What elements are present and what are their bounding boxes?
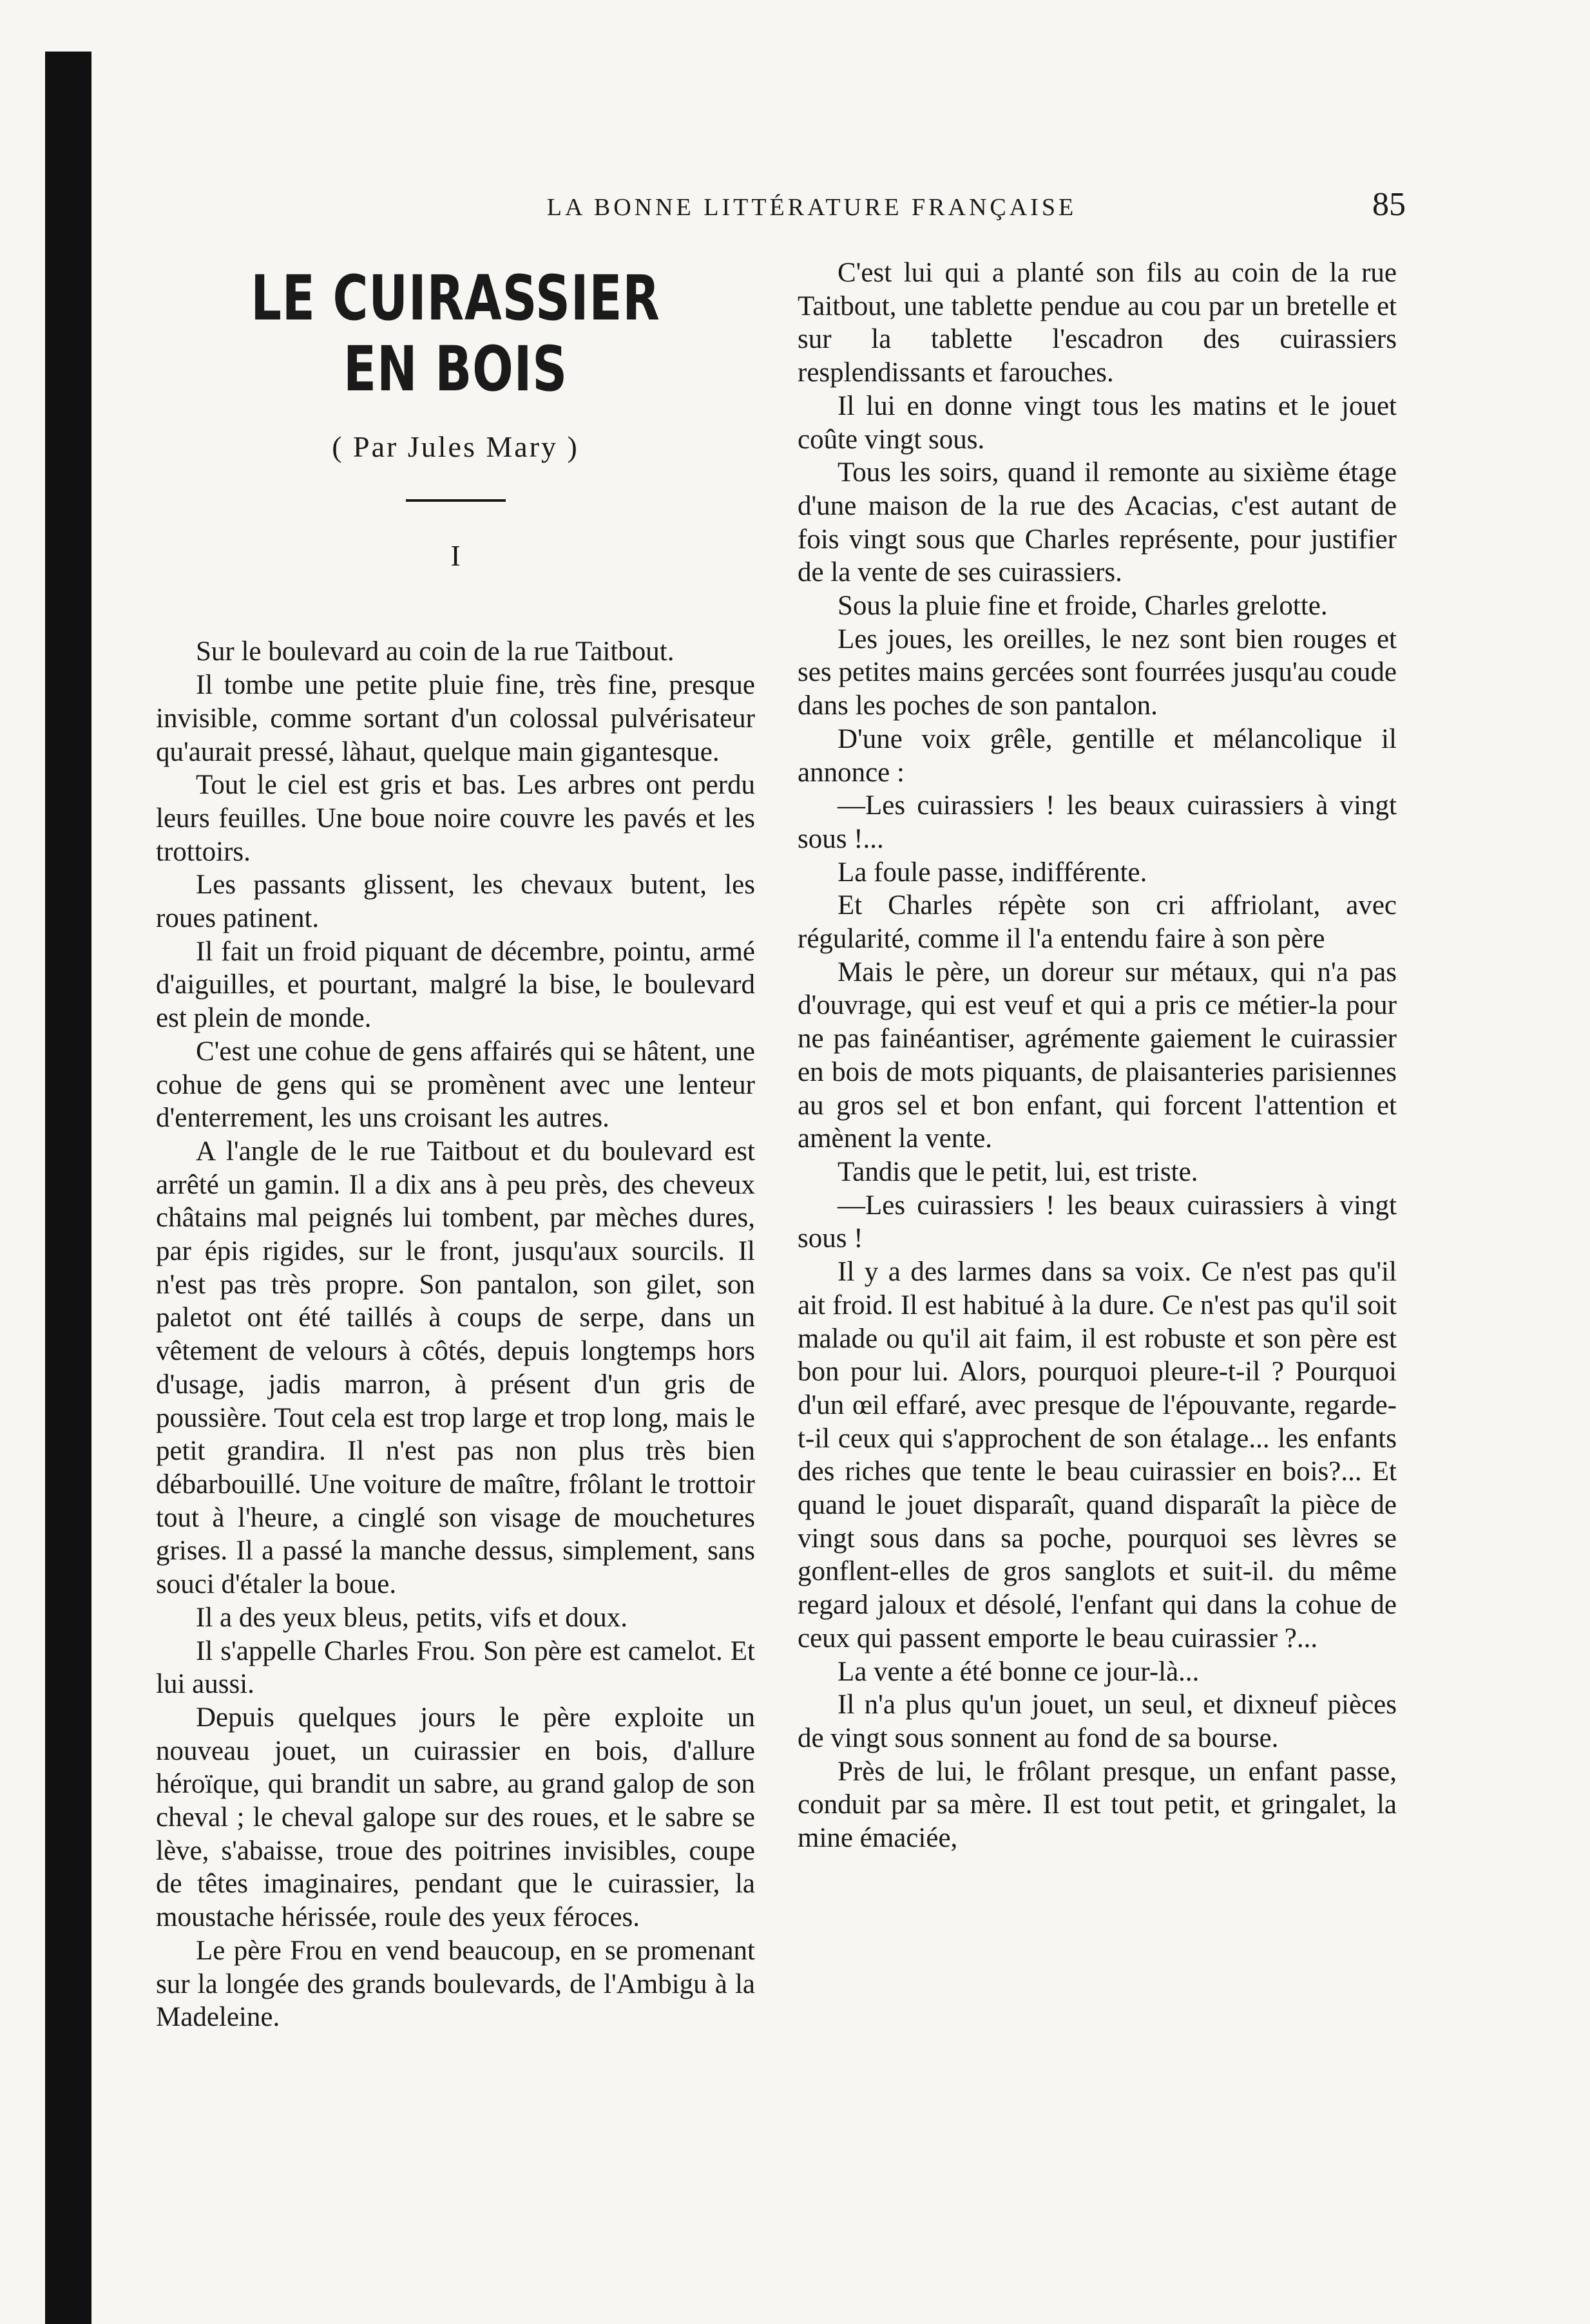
- paragraph: Le père Frou en vend beaucoup, en se promenant sur la longée des grands boulevards, de l'Ambigu à la Madeleine.: [156, 1935, 755, 2033]
- paragraph: Les joues, les oreilles, le nez sont bien rouges et ses petites mains gercées sont fourrées jusqu'au coude dans les poches de son pantalon.: [798, 624, 1397, 721]
- paragraph: Il y a des larmes dans sa voix. Ce n'est pas qu'il ait froid. Il est habitué à la dure. Ce n'est pas qu'il soit malade ou qu'il ait faim, il est robuste et son père est bon pour lui. Alors, pourquoi pleure-t-il ? Pourquoi d'un œil effaré, avec presque de l'épouvante, regarde-t-il ceux qui s'approchent de son étalage... les enfants des riches que tente le beau cuirassier en bois?... Et quand le jouet disparaît, quand disparaît la pièce de vingt sous dans sa poche, pourquoi ses lèvres se gonflent-elles de gros sanglots et suit-il. du même regard jaloux et désolé, l'enfant qui dans la cohue de ceux qui passent emporte le beau cuirassier ?...: [798, 1257, 1397, 1653]
- paragraph: Il n'a plus qu'un jouet, un seul, et dixneuf pièces de vingt sous sonnent au fond de sa bourse.: [798, 1690, 1397, 1753]
- paragraph: Tous les soirs, quand il remonte au sixième étage d'une maison de la rue des Acacias, c'est autant de fois vingt sous que Charles représente, pour justifier de la vente de ses cuirassiers.: [798, 457, 1397, 588]
- paragraph: Tout le ciel est gris et bas. Les arbres ont perdu leurs feuilles. Une boue noire couvre les pavés et les trottoirs.: [156, 770, 755, 867]
- paragraph: Il a des yeux bleus, petits, vifs et doux.: [196, 1602, 627, 1633]
- right-column-text: [798, 256, 1397, 1855]
- paragraph: Il fait un froid piquant de décembre, pointu, armé d'aiguilles, et pourtant, malgré la bise, le boulevard est plein de monde.: [156, 936, 755, 1034]
- page-number: 85: [1372, 186, 1406, 223]
- paragraph: Sur le boulevard au coin de la rue Taitbout.: [196, 636, 675, 667]
- paragraph: —Les cuirassiers ! les beaux cuirassiers à vingt sous !: [798, 1190, 1397, 1254]
- paragraph: Il tombe une petite pluie fine, très fine, presque invisible, comme sortant d'un colossal pulvérisateur qu'aurait pressé, làhaut, quelque main gigantesque.: [156, 670, 755, 767]
- paragraph: C'est une cohue de gens affairés qui se hâtent, une cohue de gens qui se promènent avec une lenteur d'enterrement, les uns croisant les autres.: [156, 1036, 755, 1134]
- paragraph: Il s'appelle Charles Frou. Son père est camelot. Et lui aussi.: [156, 1635, 755, 1700]
- paragraph: Les passants glissent, les chevaux butent, les roues patinent.: [156, 870, 755, 934]
- paragraph: C'est lui qui a planté son fils au coin de la rue Taitbout, une tablette pendue au cou par un bretelle et sur la tablette l'escadron des cuirassiers resplendissants et farouches.: [798, 258, 1397, 388]
- article-byline: ( Par Jules Mary ): [332, 430, 579, 463]
- paragraph: A l'angle de le rue Taitbout et du boulevard est arrêté un gamin. Il a dix ans à peu près, des cheveux châtains mal peignés lui tombent, par mèches dures, par épis rigides, sur le front, jusqu'aux sourcils. Il n'est pas très propre. Son pantalon, son gilet, son paletot ont été taillés à coups de serpe, dans un vêtement de velours à côtés, depuis longtemps hors d'usage, jadis marron, à présent d'un gris de poussière. Tout cela est trop large et trop long, mais le petit grandira. Il n'est pas non plus très bien débarbouillé. Une voiture de maître, frôlant le trottoir tout à l'heure, a cinglé son visage de mouchetures grises. Il a passé la manche dessus, simplement, sans souci d'étaler la boue.: [156, 1136, 755, 1600]
- paragraph: Près de lui, le frôlant presque, un enfant passe, conduit par sa mère. Il est tout petit, et gringalet, la mine émaciée,: [798, 1756, 1397, 1854]
- left-column: [156, 256, 755, 2034]
- paragraph: Il lui en donne vingt tous les matins et le jouet coûte vingt sous.: [798, 390, 1397, 455]
- paragraph: Sous la pluie fine et froide, Charles grelotte.: [838, 591, 1328, 622]
- chapter-number: I: [450, 538, 461, 572]
- paragraph: Depuis quelques jours le père exploite un nouveau jouet, un cuirassier en bois, d'allure héroïque, qui brandit un sabre, au grand galop de son cheval ; le cheval galope sur des roues, et le sabre se lève, s'abaisse, troue des poitrines invisibles, coupe de têtes imaginaires, pendant que le cuirassier, la moustache hérissée, roule des yeux féroces.: [156, 1702, 755, 1933]
- paragraph: —Les cuirassiers ! les beaux cuirassiers à vingt sous !...: [798, 790, 1397, 854]
- paragraph: Mais le père, un doreur sur métaux, qui n'a pas d'ouvrage, qui est veuf et qui a pris ce métier-la pour ne pas fainéantiser, agrémente gaiement le cuirassier en bois de mots piquants, de plaisanteries parisiennes au gros sel et bon enfant, qui forcent l'attention et amènent la vente.: [798, 957, 1397, 1154]
- right-column: [798, 256, 1397, 1855]
- paragraph: La vente a été bonne ce jour-là...: [838, 1656, 1200, 1687]
- title-rule: [406, 499, 506, 502]
- paragraph: La foule passe, indifférente.: [838, 857, 1147, 888]
- paragraph: Tandis que le petit, lui, est triste.: [838, 1156, 1198, 1187]
- paragraph: Et Charles répète son cri affriolant, avec régularité, comme il l'a entendu faire à son père: [798, 890, 1397, 955]
- page-edge-shadow: [45, 52, 91, 2324]
- running-title: LA BONNE LITTÉRATURE FRANÇAISE: [546, 194, 1077, 221]
- article-title: LE CUIRASSIER EN BOIS: [251, 262, 660, 405]
- paragraph: D'une voix grêle, gentille et mélancolique il annonce :: [798, 723, 1397, 788]
- left-column-text: [156, 635, 755, 2034]
